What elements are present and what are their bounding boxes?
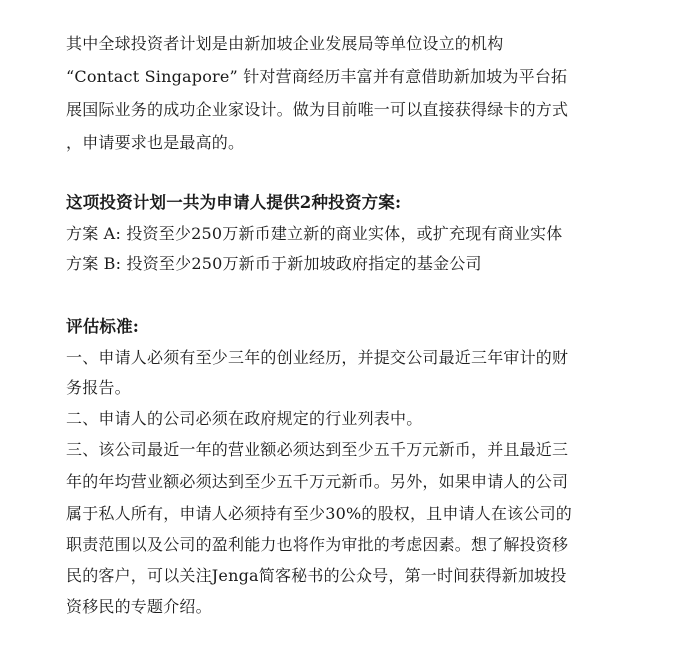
- criteria-line: 年的年均营业额必须达到至少五千万元新币。另外，如果申请人的公司: [66, 472, 569, 491]
- intro-line: ，申请要求也是最高的。: [66, 133, 245, 152]
- intro-line: 展国际业务的成功企业家设计。做为目前唯一可以直接获得绿卡的方式: [66, 100, 569, 119]
- plan-item: 方案 A: 投资至少250万新币建立新的商业实体，或扩充现有商业实体: [66, 224, 563, 243]
- criteria-line: 民的客户，可以关注Jenga简客秘书的公众号，第一时间获得新加坡投: [66, 566, 567, 585]
- intro-line: “Contact Singapore” 针对营商经历丰富并有意借助新加坡为平台拓: [66, 67, 568, 86]
- criteria-line: 资移民的专题介绍。: [66, 597, 212, 616]
- criteria-heading: 评估标准:: [66, 317, 140, 336]
- plans-heading: 这项投资计划一共为申请人提供2种投资方案:: [66, 193, 402, 212]
- criteria-line: 职责范围以及公司的盈利能力也将作为审批的考虑因素。想了解投资移: [66, 535, 569, 554]
- criteria-line: 务报告。: [66, 378, 131, 397]
- plan-item: 方案 B: 投资至少250万新币于新加坡政府指定的基金公司: [66, 254, 482, 273]
- criteria-line: 三、该公司最近一年的营业额必须达到至少五千万元新币，并且最近三: [66, 440, 569, 459]
- criteria-line: 二、申请人的公司必须在政府规定的行业列表中。: [66, 409, 423, 428]
- criteria-line: 一、申请人必须有至少三年的创业经历，并提交公司最近三年审计的财: [66, 348, 569, 367]
- criteria-line: 属于私人所有，申请人必须持有至少30%的股权，且申请人在该公司的: [66, 504, 572, 523]
- intro-line: 其中全球投资者计划是由新加坡企业发展局等单位设立的机构: [66, 34, 504, 53]
